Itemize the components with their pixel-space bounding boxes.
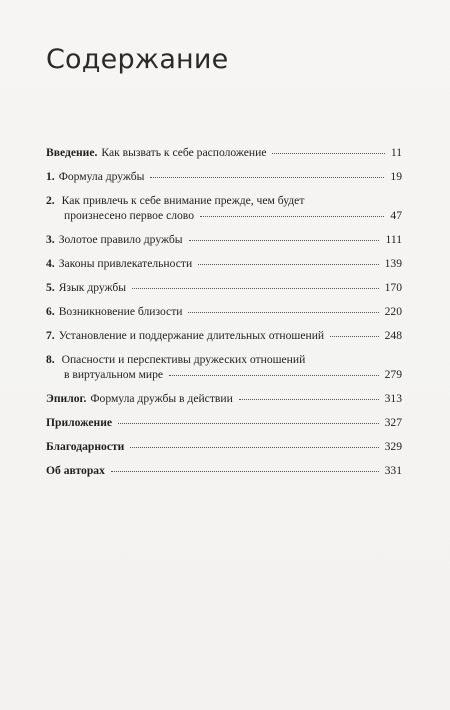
toc-leaders	[188, 312, 378, 313]
toc-entry-title: Как вызвать к себе расположение	[101, 146, 267, 159]
toc-leaders	[118, 423, 379, 424]
toc-entry-chapter-2[interactable]	[46, 193, 402, 223]
toc-entry-number: 3.	[46, 233, 55, 246]
toc-entry-introduction[interactable]	[46, 145, 402, 160]
toc-entry-number: 1.	[46, 170, 55, 183]
toc-page-number: 329	[384, 440, 402, 453]
toc-page-number: 11	[390, 146, 402, 159]
toc-entry-about-authors[interactable]	[46, 463, 402, 478]
toc-page-number: 327	[384, 416, 402, 429]
toc-page-number: 313	[384, 392, 402, 405]
toc-entry-title: Установление и поддержание длительных отношений	[58, 329, 325, 342]
toc-entry-title-line-1: Как привлечь к себе внимание прежде, чем будет	[61, 194, 305, 207]
toc-leaders	[130, 447, 378, 448]
toc-leaders	[111, 471, 379, 472]
toc-entry-number: 4.	[46, 257, 55, 270]
toc-entry-chapter-7[interactable]	[46, 328, 402, 343]
toc-leaders	[198, 264, 378, 265]
toc-leaders	[330, 336, 379, 337]
toc-entry-line-2	[46, 367, 402, 382]
toc-leaders	[132, 288, 379, 289]
toc-entry-chapter-5[interactable]	[46, 280, 402, 295]
toc-entry-chapter-8[interactable]	[46, 352, 402, 382]
toc-entry-heading: Об авторах	[46, 464, 105, 477]
toc-page-number: 331	[384, 464, 402, 477]
toc-entry-number: 7.	[46, 329, 55, 342]
toc-entry-number: 5.	[46, 281, 55, 294]
toc-entry-chapter-3[interactable]	[46, 232, 402, 247]
toc-entry-title-line-2: произнесено первое слово	[64, 209, 194, 222]
toc-entry-line	[46, 415, 402, 430]
toc-entry-number: 8.	[46, 353, 55, 366]
toc-entry-acknowledgments[interactable]	[46, 439, 402, 454]
toc-entry-number: Введение.	[46, 146, 98, 159]
toc-entry-heading: Благодарности	[46, 440, 125, 453]
toc-entry-line	[46, 352, 402, 367]
toc-entry-title: Формула дружбы	[58, 170, 145, 183]
toc-page-number: 19	[390, 170, 402, 183]
toc-entry-line	[46, 304, 402, 319]
toc-entry-epilogue[interactable]	[46, 391, 402, 406]
toc-page-number: 279	[384, 368, 402, 381]
toc-page-number: 220	[384, 305, 402, 318]
toc-page-number: 139	[384, 257, 402, 270]
toc-entry-line	[46, 328, 402, 343]
toc-entry-line	[46, 169, 402, 184]
toc-leaders	[239, 399, 379, 400]
toc-entry-title-line-1: Опасности и перспективы дружеских отношений	[61, 353, 306, 366]
toc-page-number: 47	[390, 209, 402, 222]
toc-leaders	[189, 240, 380, 241]
toc-entry-number: 6.	[46, 305, 55, 318]
toc-entry-line	[46, 145, 402, 160]
toc-entry-line	[46, 391, 402, 406]
toc-leaders	[200, 216, 384, 217]
toc-entry-chapter-6[interactable]	[46, 304, 402, 319]
toc-page-number: 111	[385, 233, 402, 246]
toc-entry-title: Законы привлекательности	[58, 257, 193, 270]
toc-entry-line	[46, 193, 402, 208]
table-of-contents	[46, 145, 402, 478]
toc-entry-title: Возникновение близости	[58, 305, 183, 318]
toc-entry-line	[46, 256, 402, 271]
toc-entry-appendix[interactable]	[46, 415, 402, 430]
toc-entry-line-2	[46, 208, 402, 223]
toc-entry-chapter-1[interactable]	[46, 169, 402, 184]
page-title: Содержание	[46, 44, 229, 75]
toc-entry-number: Эпилог.	[46, 392, 87, 405]
toc-entry-heading: Приложение	[46, 416, 113, 429]
toc-entry-title: Формула дружбы в действии	[90, 392, 233, 405]
toc-page-number: 170	[384, 281, 402, 294]
toc-leaders	[272, 153, 384, 154]
toc-entry-line	[46, 463, 402, 478]
toc-page-number: 248	[384, 329, 402, 342]
toc-entry-line	[46, 280, 402, 295]
toc-entry-title: Золотое правило дружбы	[58, 233, 183, 246]
toc-leaders	[150, 177, 384, 178]
toc-leaders	[169, 375, 379, 376]
toc-entry-line	[46, 232, 402, 247]
toc-entry-title: Язык дружбы	[58, 281, 127, 294]
toc-entry-number: 2.	[46, 194, 55, 207]
toc-entry-chapter-4[interactable]	[46, 256, 402, 271]
toc-entry-title-line-2: в виртуальном мире	[64, 368, 164, 381]
toc-entry-line	[46, 439, 402, 454]
